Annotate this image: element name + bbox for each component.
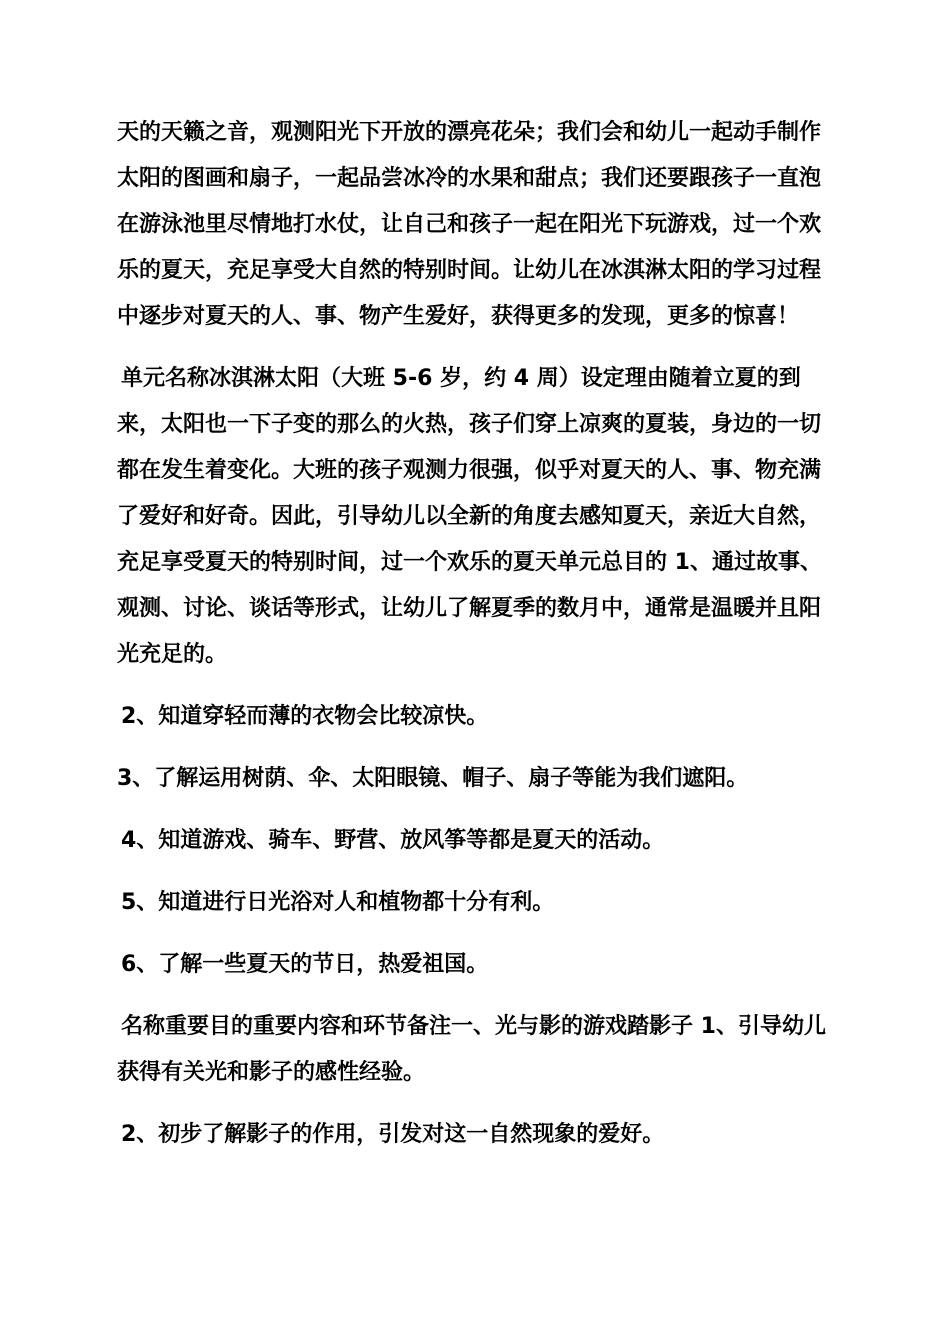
paragraph-activity-goal-2: 2、初步了解影子的作用，引发对这一自然现象的爱好。 bbox=[121, 1122, 665, 1147]
paragraph-activity-shadow: 名称重要目的重要内容和环节备注一、光与影的游戏踏影子 1、引导幼儿获得有关光和影子的感性经验。 bbox=[117, 1014, 826, 1085]
paragraph-goal-4: 4、知道游戏、骑车、野营、放风筝等都是夏天的活动。 bbox=[121, 828, 665, 853]
paragraph-intro-continued: 天的天籁之音，观测阳光下开放的漂亮花朵；我们会和幼儿一起动手制作太阳的图画和扇子，一起品尝冰冷的水果和甜点；我们还要跟孩子一直泡在游泳池里尽情地打水仗，让自己和孩子一起在阳光下玩游戏，过一个欢乐的夏天，充足享受大自然的特别时间。让幼儿在冰淇淋太阳的学习过程中逐步对夏天的人、事、物产生爱好，获得更多的发现，更多的惊喜！ bbox=[117, 120, 822, 329]
paragraph-goal-6: 6、了解一些夏天的节日，热爱祖国。 bbox=[121, 952, 489, 977]
paragraph-unit-overview: 单元名称冰淇淋太阳（大班 5-6 岁，约 4 周）设定理由随着立夏的到来，太阳也一下子变的那么的火热，孩子们穿上凉爽的夏装，身边的一切都在发生着变化。大班的孩子观测力很强，似乎对夏天的人、事、物充满了爱好和好奇。因此，引导幼儿以全新的角度去感知夏天，亲近大自然，充足享受夏天的特别时间，过一个欢乐的夏天单元总目的 1、通过故事、观测、讨论、谈话等形式，让幼儿了解夏季的数月中，通常是温暖并且阳光充足的。 bbox=[117, 366, 822, 667]
paragraph-goal-3: 3、了解运用树荫、伞、太阳眼镜、帽子、扇子等能为我们遮阳。 bbox=[117, 766, 749, 791]
paragraph-goal-2: 2、知道穿轻而薄的衣物会比较凉快。 bbox=[121, 704, 489, 729]
paragraph-goal-5: 5、知道进行日光浴对人和植物都十分有利。 bbox=[121, 890, 555, 915]
document-body bbox=[117, 110, 839, 1174]
